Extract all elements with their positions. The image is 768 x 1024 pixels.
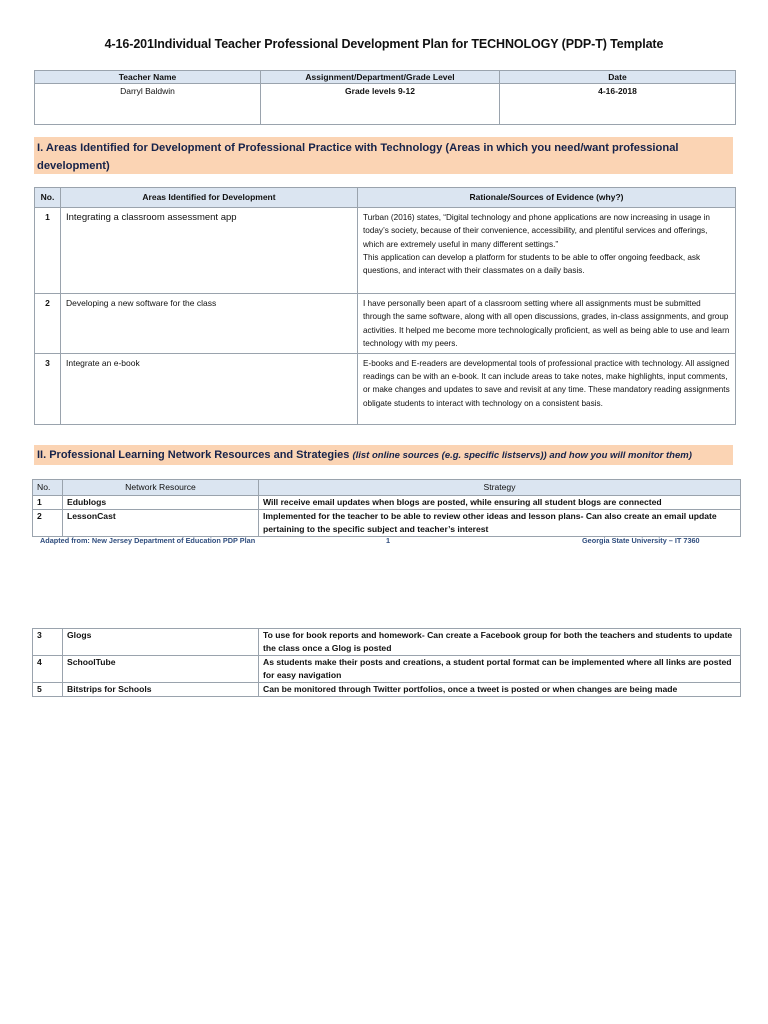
network-table — [32, 479, 741, 537]
row-number: 3 — [33, 629, 63, 656]
section-2-note: (list online sources (e.g. specific listservs)) and how you will monitor them) — [352, 450, 692, 461]
date-header: Date — [500, 71, 736, 84]
section-2-title: II. Professional Learning Network Resources and Strategies — [37, 449, 350, 461]
network-resource: Edublogs — [63, 496, 259, 510]
network-resource: Glogs — [63, 629, 259, 656]
row-number: 5 — [33, 683, 63, 697]
document-title: 4-16-201Individual Teacher Professional Development Plan for TECHNOLOGY (PDP-T) Template — [104, 37, 664, 51]
page-number: 1 — [386, 536, 391, 545]
rationale-text: Turban (2016) states, “Digital technology and phone applications are now increasing in usage in today’s society, because of their convenience, accessibility, and plentiful services and offerings, which are extremely useful in many different settings.” — [363, 213, 710, 249]
table-row — [33, 656, 741, 683]
network-resource: Bitstrips for Schools — [63, 683, 259, 697]
rationale-text: I have personally been apart of a classroom setting where all assignments must be submitted through the same software, along with all open discussions, grades, in-class assignments, and group activities. It helped me become more technologically proficient, as well as being able to use and learn technology with my peers. — [358, 294, 736, 354]
table-row — [35, 208, 736, 294]
section-1-heading: I. Areas Identified for Development of Professional Practice with Technology (Areas in which you need/want professional development) — [34, 137, 733, 174]
strategy-text: As students make their posts and creations, a student portal format can be implemented where all links are posted for easy navigation — [259, 656, 741, 683]
area-text: Integrate an e-book — [61, 354, 358, 425]
strategy-header: Strategy — [259, 480, 741, 496]
resource-header: Network Resource — [63, 480, 259, 496]
areas-table — [34, 187, 736, 425]
rationale-header: Rationale/Sources of Evidence (why?) — [358, 188, 736, 208]
area-text: Integrating a classroom assessment app — [61, 208, 358, 294]
table-row — [33, 510, 741, 537]
teacher-name-value: Darryl Baldwin — [35, 84, 261, 125]
rationale-text: This application can develop a platform for students to be able to offer ongoing feedback, ask questions, and interact with their classmates on a daily basis. — [363, 252, 701, 276]
date-value: 4-16-2018 — [500, 84, 736, 125]
footer-course: Georgia State University – IT 7360 — [582, 536, 700, 545]
table-row — [35, 294, 736, 354]
teacher-name-header: Teacher Name — [35, 71, 261, 84]
strategy-text: To use for book reports and homework- Can create a Facebook group for both the teachers and students to update the class once a Glog is posted — [259, 629, 741, 656]
section-2-heading — [34, 445, 733, 465]
network-resource: LessonCast — [63, 510, 259, 537]
row-number: 1 — [35, 208, 61, 294]
table-row — [33, 683, 741, 697]
row-number: 4 — [33, 656, 63, 683]
teacher-info-table — [34, 70, 736, 125]
areas-header: Areas Identified for Development — [61, 188, 358, 208]
strategy-text: Will receive email updates when blogs are posted, while ensuring all student blogs are connected — [259, 496, 741, 510]
network-table-continued — [32, 628, 741, 697]
no-header: No. — [33, 480, 63, 496]
assignment-value: Grade levels 9-12 — [261, 84, 500, 125]
row-number: 2 — [33, 510, 63, 537]
assignment-header: Assignment/Department/Grade Level — [261, 71, 500, 84]
table-row — [33, 496, 741, 510]
strategy-text: Implemented for the teacher to be able to review other ideas and lesson plans- Can also create an email update pertaining to the specific subject and teacher’s interest — [259, 510, 741, 537]
strategy-text: Can be monitored through Twitter portfolios, once a tweet is posted or when changes are being made — [259, 683, 741, 697]
table-row — [35, 354, 736, 425]
area-text: Developing a new software for the class — [61, 294, 358, 354]
row-number: 3 — [35, 354, 61, 425]
rationale-text: E-books and E-readers are developmental tools of professional practice with technology. All assigned readings can be with an e-book. It can include areas to take notes, make highlights, input comments, or make changes and updates to save and revisit at any time. These mandatory reading assignments obligate students to interact with technology on a consistent basis. — [358, 354, 736, 425]
table-row — [33, 629, 741, 656]
rationale-cell — [358, 208, 736, 294]
network-resource: SchoolTube — [63, 656, 259, 683]
footer-source: Adapted from: New Jersey Department of Education PDP Plan — [40, 536, 256, 545]
no-header: No. — [35, 188, 61, 208]
row-number: 1 — [33, 496, 63, 510]
row-number: 2 — [35, 294, 61, 354]
